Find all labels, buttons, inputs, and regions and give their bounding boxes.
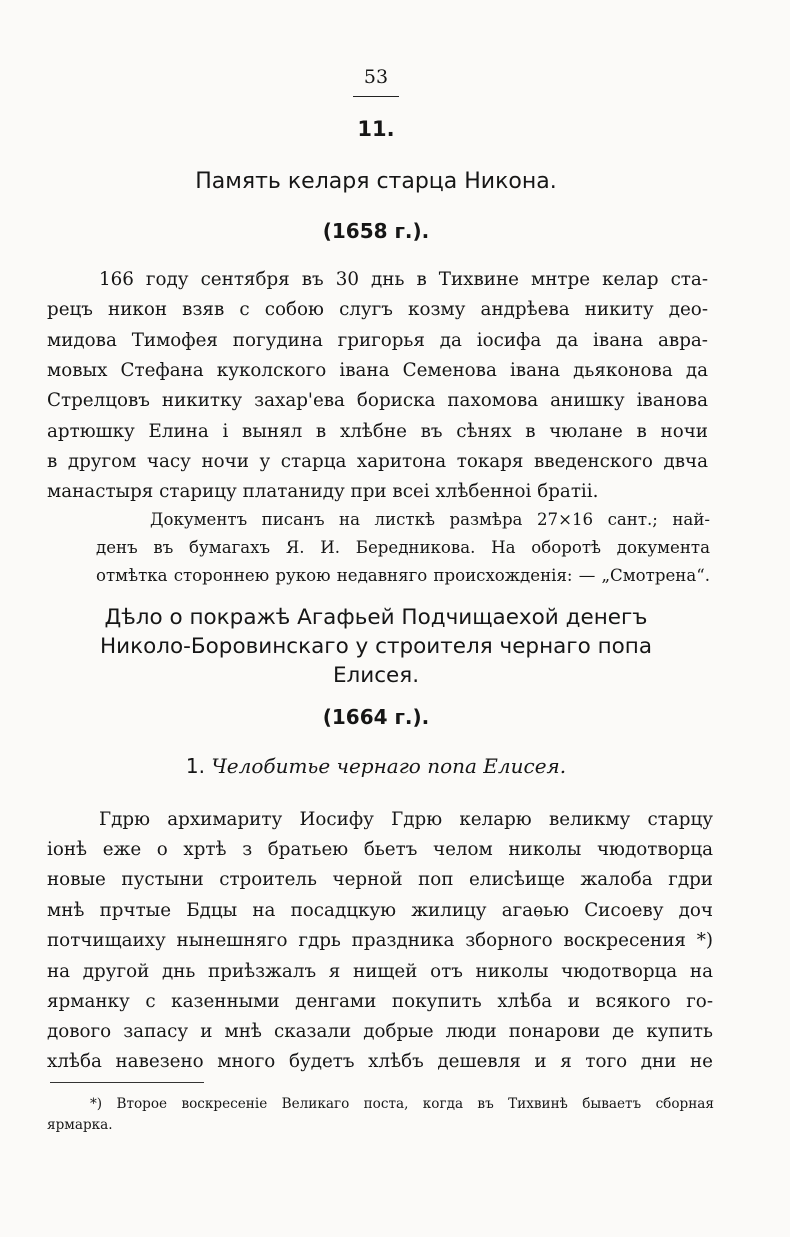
case-title-line: Елисея. [332, 663, 420, 688]
document-title [0, 752, 752, 780]
text-line: рецъ никон взяв с собою слугъ козму андрѣева никиту део- [47, 299, 708, 320]
document-note-line: отмѣтка стороннею рукою недавняго происхожденія: — „Смотрена“. [96, 566, 710, 585]
text-line: в другом часу ночи у старца харитона токаря введенского двча [47, 451, 708, 472]
case-title-line: Николо-Боровинскаго у строителя чернаго попа [99, 634, 653, 659]
section-number: 11. [357, 117, 395, 141]
text-line: потчищаиху нынешняго гдрь праздника зборного воскресения *) [47, 930, 713, 951]
text-line: хлѣба навезено много будетъ хлѣбъ дешевля и я того дни не [47, 1051, 713, 1072]
case-year: (1664 г.). [322, 705, 430, 729]
text-line: мовых Стефана куколского івана Семенова івана дьяконова да [47, 360, 708, 381]
section-year: (1658 г.). [322, 219, 430, 243]
text-line: мнѣ прчтые Бдцы на посадцкую жилицу агаѳью Сисоеву доч [47, 900, 713, 921]
page-number: 53 [363, 66, 389, 88]
footnote-line: *) Второе воскресеніе Великаго поста, когда въ Тихвинѣ бываетъ сборная [90, 1096, 714, 1112]
text-line: дового запасу и мнѣ сказали добрые люди понарови де купить [47, 1021, 713, 1042]
text-line: Гдрю архимариту Иосифу Гдрю келарю великму старцу [99, 809, 713, 830]
text-line: Стрелцовъ никитку захар'ева бориска пахомова анишку іванова [47, 390, 708, 411]
document-note-line: Документъ писанъ на листкѣ размѣра 27×16 сант.; най- [150, 510, 710, 529]
text-line: 166 году сентября въ 30 днь в Тихвине мнтре келар ста- [99, 269, 708, 290]
text-line: новые пустыни строитель черной поп елисѣище жалоба гдри [47, 869, 713, 890]
text-line: артюшку Елина і вынял в хлѣбне въ сѣнях в чюлане в ночи [47, 421, 708, 442]
document-note-line: денъ въ бумагахъ Я. И. Бередникова. На оборотѣ документа [96, 538, 710, 557]
text-line: мидова Тимофея погудина григорья да іосифа да івана авра- [47, 330, 708, 351]
footnote-rule [50, 1082, 204, 1083]
page-number-rule [353, 96, 399, 97]
text-line: манастыря старицу платаниду при всеі хлѣбенноі братіі. [47, 481, 599, 502]
section-title: Память келаря старца Никона. [195, 169, 557, 194]
case-title-line: Дѣло о покражѣ Агафьей Подчищаехой денегъ [104, 605, 648, 630]
document-number: 1. [185, 754, 205, 778]
text-line: ярманку с казенными денгами покупить хлѣба и всякого го- [47, 991, 713, 1012]
document-title-text: Челобитье чернаго попа Елисея. [211, 754, 567, 778]
footnote-line: ярмарка. [47, 1117, 113, 1133]
text-line: іонѣ еже о хртѣ з братьею бьетъ челом николы чюдотворца [47, 839, 713, 860]
text-line: на другой днь приѣзжалъ я нищей отъ николы чюдотворца на [47, 961, 713, 982]
